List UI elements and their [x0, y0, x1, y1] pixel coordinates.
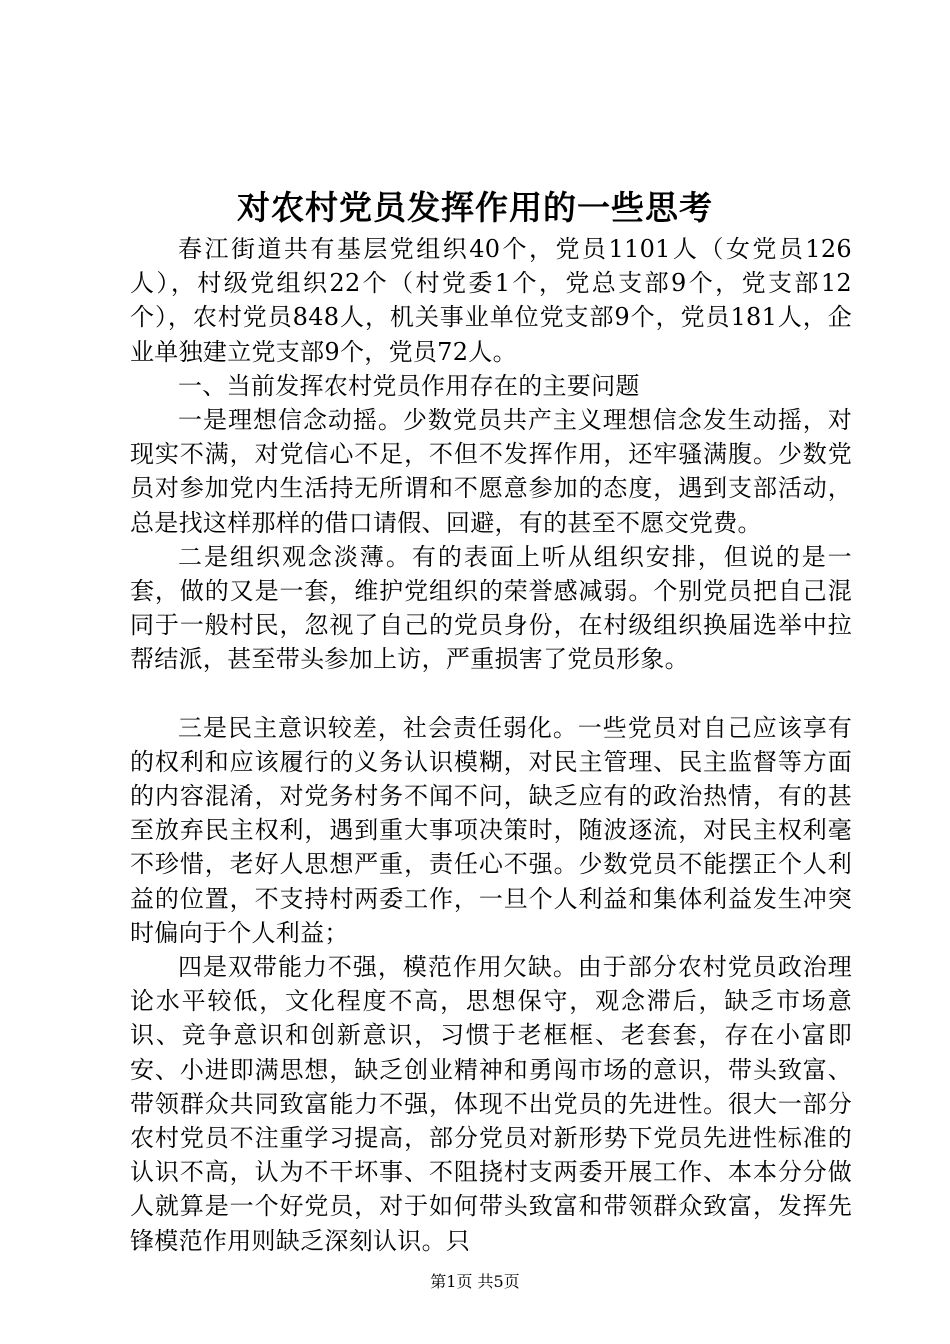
page-footer — [0, 1270, 950, 1294]
section-heading-main-problems: 一、当前发挥农村党员作用存在的主要问题 — [178, 371, 640, 400]
document-body — [130, 232, 852, 1258]
paragraph-problem-three: 三是民主意识较差，社会责任弱化。一些党员对自己应该享有的权利和应该履行的义务认识模糊，对民主管理、民主监督等方面的内容混淆，对党务村务不闻不问，缺乏应有的政治热情，有的甚至放弃民主权利，遇到重大事项决策时，随波逐流，对民主权利毫不珍惜，老好人思想严重，责任心不强。少数党员不能摆正个人利益的位置，不支持村两委工作，一旦个人利益和集体利益发生冲突时偏向于个人利益； — [130, 713, 852, 947]
paragraph-problem-four: 四是双带能力不强，模范作用欠缺。由于部分农村党员政治理论水平较低，文化程度不高，思想保守，观念滞后，缺乏市场意识、竞争意识和创新意识，习惯于老框框、老套套，存在小富即安、小进即满思想，缺乏创业精神和勇闯市场的意识，带头致富、带领群众共同致富能力不强，体现不出党员的先进性。很大一部分农村党员不注重学习提高，部分党员对新形势下党员先进性标准的认识不高，认为不干坏事、不阻挠村支两委开展工作、本本分分做人就算是一个好党员，对于如何带头致富和带领群众致富，发挥先锋模范作用则缺乏深刻认识。只 — [130, 953, 852, 1255]
paragraph-problem-two: 二是组织观念淡薄。有的表面上听从组织安排，但说的是一套，做的又是一套，维护党组织的荣誉感减弱。个别党员把自己混同于一般村民，忽视了自己的党员身份，在村级组织换届选举中拉帮结派，甚至带头参加上访，严重损害了党员形象。 — [130, 542, 852, 674]
paragraph-problem-one: 一是理想信念动摇。少数党员共产主义理想信念发生动摇，对现实不满，对党信心不足，不但不发挥作用，还牢骚满腹。少数党员对参加党内生活持无所谓和不愿意参加的态度，遇到支部活动，总是找这样那样的借口请假、回避，有的甚至不愿交党费。 — [130, 406, 852, 537]
paragraph-intro-statistics: 春江街道共有基层党组织40个，党员1101人（女党员126人），村级党组织22个（村党委1个，党总支部9个，党支部12个），农村党员848人，机关事业单位党支部9个，党员181人，企业单独建立党支部9个，党员72人。 — [130, 235, 852, 366]
page-number-indicator: 第1页 共5页 — [430, 1272, 520, 1291]
document-title: 对农村党员发挥作用的一些思考 — [237, 188, 713, 227]
